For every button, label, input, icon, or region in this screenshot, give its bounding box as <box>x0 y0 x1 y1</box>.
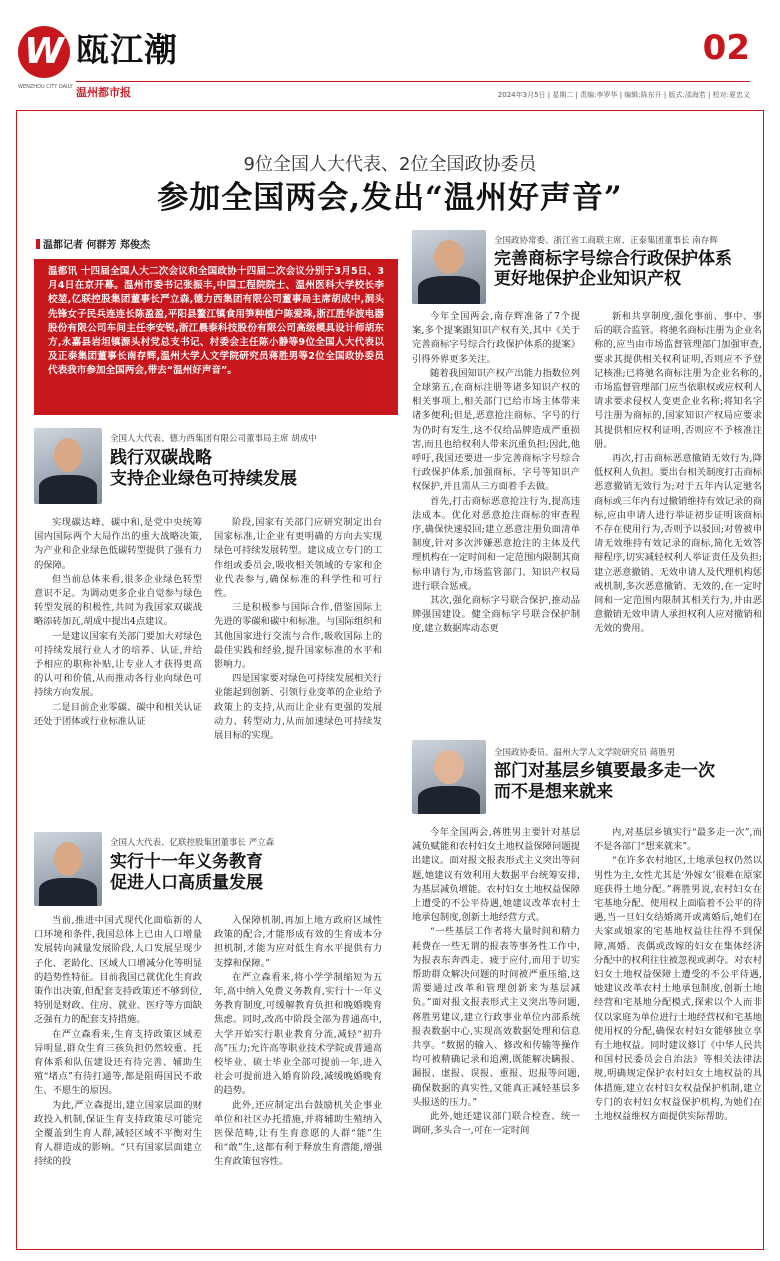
paragraph: 一是建议国家有关部门要加大对绿色可持续发展行业人才的培养、认证,并给予相应的职称补贴,让专业人才获得更高的认可和价值,从而推动各行业向绿色可持续方向发展。 <box>34 630 202 699</box>
body-column <box>412 826 580 1242</box>
paragraph: 但当前总体来看,很多企业绿色转型意识不足。为调动更多企业自觉参与绿色转型发展的积极性,共同为我国家双碳战略添砖加瓦,胡成中提出4点建议。 <box>34 573 202 628</box>
paragraph: 其次,强化商标字号联合保护,推动品牌强国建设。健全商标字号联合保护制度,建立数据库动态更 <box>412 595 580 635</box>
section-title: 瓯江潮 <box>76 30 178 69</box>
lead-paragraph: 温都讯 十四届全国人大二次会议和全国政协十四届二次会议分别于3月5日、3月4日在京开幕。温州市委书记张振丰,中国工程院院士、温州医科大学校长李校堃,亿联控股集团董事长严立森,德力西集团有限公司董事局主席胡成中,洞头先锋女子民兵连连长陈盈盈,平阳县鳌江镇食用笋种植户陈爱珠,浙江胜华波电器股份有限公司车间主任李安锐,浙江晨泰科技股份有限公司高级模具设计师胡东方,永嘉县岩坦镇源头村党总支书记、村委会主任陈小静等9位全国人大代表以及正泰集团董事长南存辉,温州大学人文学院研究员蒋胜男等2位全国政协委员代表我市参加全国两会,带去“温州好声音”。 <box>34 259 398 415</box>
article-kicker: 9位全国人大代表、2位全国政协委员 <box>243 154 537 175</box>
portrait-photo <box>412 740 486 814</box>
speaker-role: 全国政协委员、温州大学人文学院研究员 蒋胜男 <box>494 748 676 758</box>
body-column <box>214 516 382 812</box>
paragraph: 入保障机制,再加上地方政府区域性政策的配合,才能形成有效的生育成本分担机制,才能为应对低生育水平提供有力支撑和保障。” <box>214 915 382 969</box>
section-title-line: 完善商标字号综合行政保护体系 <box>494 249 732 269</box>
paragraph: 此外,她还建议部门联合检查、统一调研,多头合一,可在一定时间 <box>412 1111 580 1137</box>
body-column <box>594 826 762 1242</box>
body-column <box>34 516 202 812</box>
paper-logo-sub: WENZHOU CITY DAILY <box>18 84 73 90</box>
body-column <box>214 914 382 1242</box>
section-title-line: 部门对基层乡镇要最多走一次 <box>494 761 715 781</box>
paragraph: 当前,推进中国式现代化面临新的人口环境和条件,我国总体上已由人口增量发展转向减量发展阶段,人口发展呈现少子化、老龄化、区域人口增减分化等明显的趋势性特征。目前我国已就优化生育政策作出决策,但配套支持政策还不够到位,特别是财政、住房、就业、医疗等方面缺乏强有力的配套支持措施。 <box>34 915 202 1026</box>
paragraph: 阶段,国家有关部门应研究制定出台国家标准,让企业有更明确的方向去实现绿色可持续发展转型。建议成立专门的工作组或委员会,吸收相关领域的专家和企业代表参与,确保标准的科学性和可行性。 <box>214 517 382 600</box>
paper-logo: W <box>18 26 70 78</box>
paragraph: 为此,严立森提出,建立国家层面的财政投入机制,保证生育支持政策尽可能完全覆盖到生育人群,减轻区域不平衡对生育人群造成的影响。“只有国家层面建立持续的投 <box>34 1099 202 1168</box>
paragraph: 今年全国两会,蒋胜男主要针对基层减负赋能和农村妇女土地权益保障问题提出建议。面对报文报表形式主义突出等问题,她建议有效利用大数据平台统筹安排,为基层减负增能。农村妇女土地权益保障上遭受的不公平待遇,她建议改革农村土地承包制度,创新土地经营方式。 <box>412 827 580 924</box>
paragraph: 内,对基层乡镇实行“最多走一次”,而不是各部门“想来就来”。 <box>594 827 762 853</box>
portrait-photo <box>412 230 486 304</box>
paragraph: “一些基层工作者将大量时间和精力耗费在一些无谓的报表等事务性工作中,为报表东奔西走、疲于应付,而用于切实帮助群众解决问题的时间被严重压缩,这需要通过改革和管理创新来为基层减负。”面对报文报表形式主义突出等问题,蒋胜男建议,建立行政事业单位内部系统报表数据中心,实现高效数据处理和信息共享。“数据的输入、修改和传输等操作均可被精确记录和追溯,既能解决瞒报、漏报、虚报、误报、重报、迟报等问题,确保数据的真实性,又能真正减轻基层多头报送的压力。” <box>412 926 580 1108</box>
paragraph: 随着我国知识产权产出能力指数位列全球第五,在商标注册等诸多知识产权的相关事项上,相关部门已给市场主体带来诸多便利;但是,恶意抢注商标、字号的行为仍时有发生,这不仅给品牌造成严重损害,而且也给权利人带来沉重负担;因此,他呼吁,我国还要进一步完善商标字号综合行政保护体系,加强商标、字号等知识产权保护,并且需从三方面着手去做。 <box>412 367 580 493</box>
paragraph: 二是目前企业零碳、碳中和相关认证还处于团体或行业标准认证 <box>34 701 202 727</box>
paper-name: 温州都市报 <box>76 86 131 99</box>
paragraph: 实现碳达峰、碳中和,是党中央统筹国内国际两个大局作出的重大战略决策,为产业和企业绿色低碳转型提供了强有力的保障。 <box>34 517 202 571</box>
section-title-line: 实行十一年义务教育 <box>110 852 263 872</box>
body-column <box>412 310 580 726</box>
section-title-line: 而不是想来就来 <box>494 782 613 802</box>
section-title-line: 更好地保护企业知识产权 <box>494 269 681 289</box>
article-headline: 参加全国两会,发出“温州好声音” <box>157 180 623 216</box>
paragraph: 在严立森看来,将小学学制缩短为五年,高中纳入免费义务教育,实行十一年义务教育制度,可缓解教育负担和晚婚晚育焦虑。同时,改高中阶段全部为普通高中,大学开始实行职业教育分流,减轻“初升高”压力;允许高等职业技术学院或普通高校毕业、硕士毕业全部可提前一年,进入社会可提前进入婚育阶段,减缓晚婚晚育的趋势。 <box>214 971 382 1097</box>
section-title-line: 促进人口高质量发展 <box>110 873 263 893</box>
page-number: 02 <box>702 28 750 68</box>
paragraph: 四是国家要对绿色可持续发展相关行业能起到创新、引领行业变革的企业给予政策上的支持,从而让企业有更强的发展动力、转型动力,从而加速绿色可持续发展目标的实现。 <box>214 673 382 742</box>
byline: 温都记者 何群芳 郑俊杰 <box>36 236 150 251</box>
paragraph: 今年全国两会,南存辉准备了7个提案,多个提案跟知识产权有关,其中《关于完善商标字号综合行政保护体系的提案》引得外界更多关注。 <box>412 311 580 365</box>
paragraph: 三是积极参与国际合作,借鉴国际上先进的零碳和碳中和标准。与国际组织和其他国家进行交流与合作,吸收国际上的最佳实践和经验,提升国家标准的水平和影响力。 <box>214 602 382 671</box>
paragraph: 在严立森看来,生育支持政策区域差异明显,群众生育三孩负担仍然较重、托育体系和队伍建设还有待完善、辅助生殖“堵点”有待打通等,都是阻碍国民不敢生、不愿生的原因。 <box>34 1028 202 1097</box>
speaker-role: 全国政协常委、浙江省工商联主席、正泰集团董事长 南存辉 <box>494 236 718 246</box>
speaker-role: 全国人大代表、亿联控股集团董事长 严立森 <box>110 838 275 848</box>
section-title-line: 践行双碳战略 <box>110 448 212 468</box>
issue-meta: 2024年3月5日 | 星期二 | 责编:李罗华 | 编辑:陈东升 | 版式:邵海若 | 校对:夏忠义 <box>497 91 750 99</box>
portrait-photo <box>34 832 102 906</box>
header-rule <box>76 81 750 82</box>
paragraph: 此外,还应制定出台鼓励机关企事业单位和社区办托措施,并将辅助生殖纳入医保范畴,让有生育意愿的人群“能”生和“敢”生,这都有利于释放生育潜能,增强生育政策包容性。 <box>214 1099 382 1168</box>
section-title-line: 支持企业绿色可持续发展 <box>110 469 297 489</box>
speaker-role: 全国人大代表、德力西集团有限公司董事局主席 胡成中 <box>110 434 317 444</box>
paragraph: 新和共享制度,强化事前、事中、事后的联合监管。将驰名商标注册为企业名称的,应当由市场监督管理部门加强审查,要求其提供相关权利证明,否则应不予登记核准;已将驰名商标注册为企业名称的,市场监督管理部门应当依职权或应权利人请求要求侵权人变更企业名称;将知名字号注册为商标的,国家知识产权局应要求其提供相应权利证明,否则应不予核准注册。 <box>594 311 762 450</box>
paragraph: 首先,打击商标恶意抢注行为,提高违法成本。优化对恶意抢注商标的审查程序,确保快速驳回;建立恶意注册负面清单制度,针对多次涉嫌恶意抢注的主体及代理机构在一定时间和一定范围内限制其商标申请行为,市场监管部门、知识产权局进行联合惩戒。 <box>412 495 580 592</box>
portrait-photo <box>34 428 102 504</box>
paragraph: “在许多农村地区,土地承包权仍然以男性为主,女性尤其是‘外嫁女’很难在原家庭获得土地分配。”蒋胜男说,农村妇女在宅基地分配、使用权上面临着不公平的待遇,当一旦妇女结婚离开或离婚后,她们在夫家或娘家的宅基地权益往往得不到保障,离婚、丧偶或改嫁的妇女在集体经济分配中的权利往往被忽视或剥夺。对农村妇女土地权益保障上遭受的不公平待遇,她建议改革农村土地承包制度,创新土地经营和宅基地分配模式,探索以个人而非仅以家庭为单位进行土地经营权和宅基地使用权的分配,确保农村妇女能够独立享有土地权益。同时建议修订《中华人民共和国村民委员会自治法》等相关法律法规,明确规定保护农村妇女土地权益的具体措施,建立农村妇女权益保护机制,建立专门的农村妇女权益保护机构,为她们在土地权益维权方面提供实际帮助。 <box>594 855 762 1123</box>
paragraph: 再次,打击商标恶意撤销无效行为,降低权利人负担。要出台相关制度打击商标恶意撤销无效行为;对于五年内认定驰名商标或三年内有过撤销维持有效记录的商标,应由申请人进行举证初步证明该商标不存在使用行为,否则予以驳回;对曾被申请无效维持有效记录的商标,简化无效答辩程序,切实减轻权利人举证责任及负担;建立恶意撤销、无效申请人及代理机构惩戒机制,多次恶意撤销、无效的,在一定时间和一定范围内限制其相关行为,并由恶意撤销无效申请人承担权利人应对撤销和无效的费用。 <box>594 453 762 635</box>
body-column <box>34 914 202 1242</box>
body-column <box>594 310 762 726</box>
